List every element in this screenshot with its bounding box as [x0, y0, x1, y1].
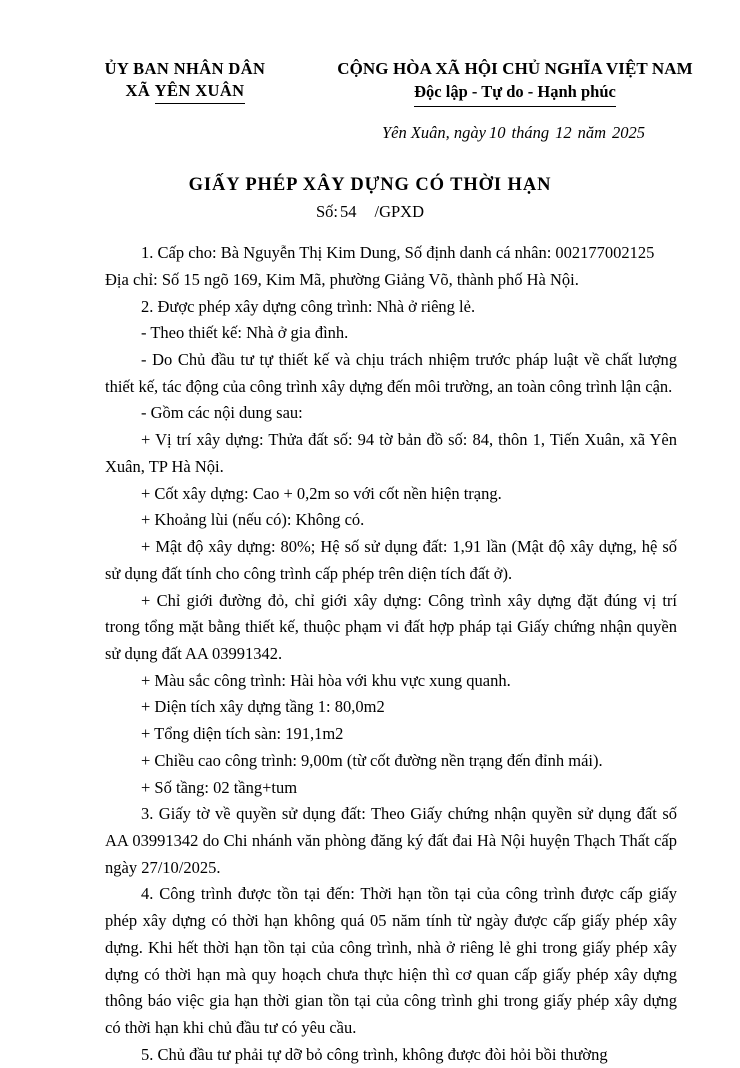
document-body [0, 240, 740, 1068]
place-and-date [330, 123, 700, 143]
item-2-permitted-work: 2. Được phép xây dựng công trình: Nhà ở riêng lẻ. [141, 296, 476, 316]
title-block [0, 173, 740, 225]
floor-count: + Số tầng: 02 tầng+tum [141, 777, 298, 797]
item-1-issued-to: 1. Cấp cho: Bà Nguyễn Thị Kim Dung, Số định danh cá nhân: 002177002125 [141, 243, 655, 263]
investor-responsibility: - Do Chủ đầu tư tự thiết kế và chịu trách nhiệm trước pháp luật về chất lượng thiết kế, tác động của công trình xây dựng đến môi trường, an toàn công trình lận cận. [105, 350, 677, 396]
authority-prefix: XÃ [125, 80, 151, 100]
floor1-area: + Diện tích xây dựng tầng 1: 80,0m2 [141, 697, 385, 717]
construction-level: + Cốt xây dựng: Cao + 0,2m so với cốt nền hiện trạng. [141, 483, 502, 503]
document-header [0, 0, 740, 143]
authority-line-1: ỦY BAN NHÂN DÂN [104, 59, 266, 78]
item-5-demolition: 5. Chủ đầu tư phải tự dỡ bỏ công trình, không được đòi hỏi bồi thường [141, 1044, 608, 1064]
address: Địa chỉ: Số 15 ngõ 169, Kim Mã, phường Giảng Võ, thành phố Hà Nội. [105, 269, 579, 289]
design-type: - Theo thiết kế: Nhà ở gia đình. [141, 323, 349, 343]
authority-commune-name: YÊN XUÂN [155, 80, 245, 104]
density-and-coefficient: + Mật độ xây dựng: 80%; Hệ số sử dụng đất: 1,91 lần (Mật độ xây dựng, hệ số sử dụng đất tính cho công trình cấp phép trên diện tích đất ở). [105, 537, 677, 583]
date-year: 2025 [612, 122, 646, 142]
contents-intro: - Gồm các nội dung sau: [141, 403, 303, 423]
boundary-lines: + Chỉ giới đường đỏ, chỉ giới xây dựng: Công trình xây dựng đặt đúng vị trí trong tổng mặt bằng thiết kế, thuộc phạm vi đất hợp pháp tại Giấy chứng nhận quyền sử dụng đất AA 03991342. [105, 590, 677, 663]
item-3-land-use-documents: 3. Giấy tờ về quyền sử dụng đất: Theo Giấy chứng nhận quyền sử dụng đất số AA 03991342 do Chi nhánh văn phòng đăng ký đất đai Hà Nội huyện Thạch Thất cấp ngày 27/10/2025. [105, 804, 677, 877]
total-floor-area: + Tổng diện tích sàn: 191,1m2 [141, 724, 344, 744]
setback: + Khoảng lùi (nếu có): Không có. [141, 510, 365, 530]
document-number-label: Số: [315, 201, 338, 221]
date-day: 10 [489, 122, 506, 142]
color: + Màu sắc công trình: Hài hòa với khu vực xung quanh. [141, 670, 511, 690]
document-number-value: 54 [340, 201, 357, 221]
construction-location: + Vị trí xây dựng: Thửa đất số: 94 tờ bản đồ số: 84, thôn 1, Tiến Xuân, xã Yên Xuân, TP Hà Nội. [105, 430, 677, 476]
authority-line-2 [126, 80, 245, 104]
national-motto: Độc lập - Tự do - Hạnh phúc [414, 81, 616, 106]
date-place: Yên Xuân, ngày [381, 122, 486, 142]
national-motto-wrap [330, 81, 700, 106]
date-month-label: tháng [511, 122, 550, 142]
national-name: CỘNG HÒA XÃ HỘI CHỦ NGHĨA VIỆT NAM [337, 59, 693, 78]
date-year-label: năm [577, 122, 607, 142]
date-month: 12 [555, 122, 572, 142]
document-title: GIẤY PHÉP XÂY DỰNG CÓ THỜI HẠN [188, 174, 552, 195]
item-4-duration: 4. Công trình được tồn tại đến: Thời hạn tồn tại của công trình được cấp giấy phép xây dựng có thời hạn không quá 05 năm tính từ ngày được cấp giấy phép xây dựng. Khi hết thời hạn tồn tại của công trình, nhà ở riêng lẻ ghi trong giấy phép xây dựng có thời hạn mà quy hoạch chưa thực hiện thì cơ quan cấp giấy phép xây dựng thông báo việc gia hạn thời gian tồn tại của công trình ghi trong giấy phép xây dựng có thời hạn khi chủ đầu tư có yêu cầu. [105, 884, 677, 1037]
document-number-suffix: /GPXD [374, 201, 425, 221]
national-heading-block [330, 58, 700, 143]
height: + Chiều cao công trình: 9,00m (từ cốt đường nền trạng đến đỉnh mái). [141, 750, 603, 770]
issuing-authority-block [40, 58, 330, 104]
document-number-line [0, 199, 740, 225]
